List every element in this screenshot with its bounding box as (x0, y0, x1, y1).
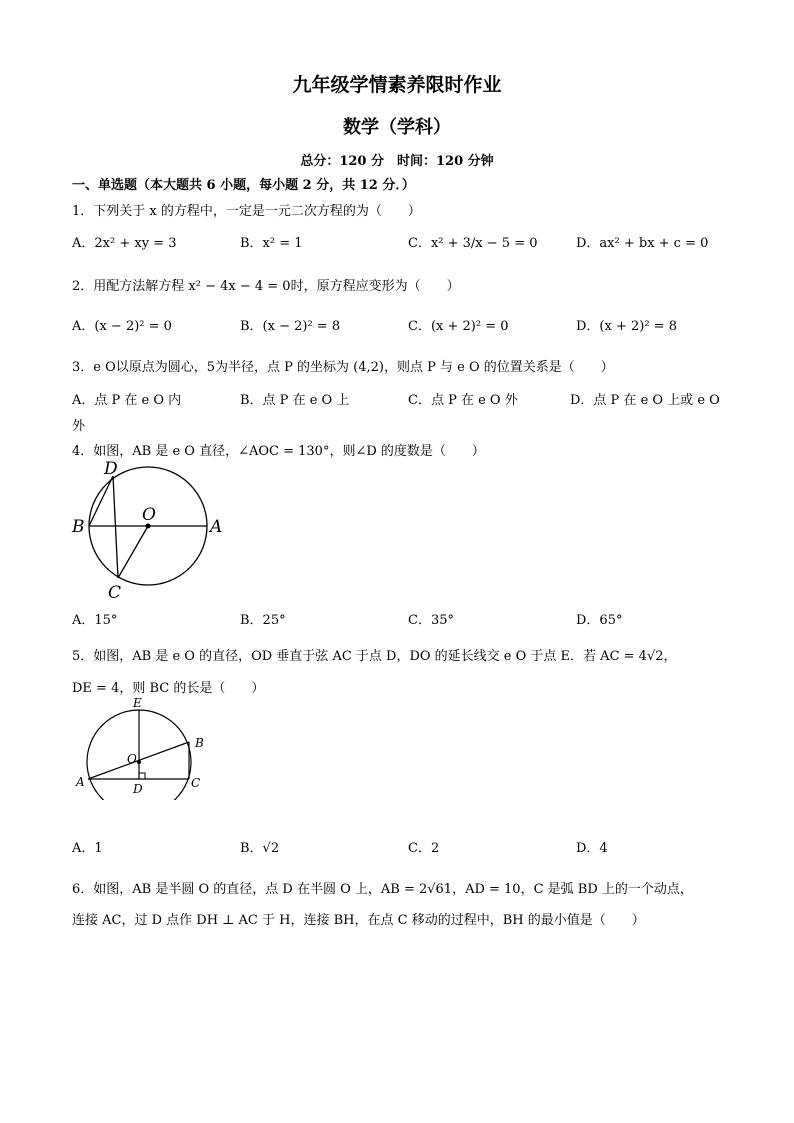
q5-label-c: C (191, 776, 201, 790)
q1-option-d: D．ax² + bx + c = 0 (576, 236, 709, 251)
question-4-stem: 4．如图，AB 是 e O 直径，∠AOC = 130°，则∠D 的度数是（ ） (72, 444, 485, 459)
q5-right-angle-mark (139, 773, 145, 779)
document-subtitle: 数学（学科） (343, 117, 451, 138)
q3-option-b: B．点 P 在 e O 上 (240, 393, 350, 408)
q5-option-c: C．2 (408, 841, 440, 856)
q5-option-b: B．√2 (240, 841, 280, 856)
q5-option-a: A．1 (72, 841, 103, 856)
q5-label-o: O (127, 752, 137, 766)
q3-option-c: C．点 P 在 e O 外 (408, 393, 518, 408)
q5-label-b: B (195, 736, 204, 750)
q4-radius-oc (118, 526, 148, 578)
question-3-stem: 3．e O以原点为圆心，5为半径，点 P 的坐标为 (4,2)，则点 P 与 e O 的位置关系是（ ） (72, 360, 614, 375)
score-time-info: 总分：120 分 时间：120 分钟 (300, 154, 494, 169)
q5-option-d: D．4 (576, 841, 608, 856)
q2-option-b: B．(x − 2)² = 8 (240, 319, 341, 334)
q4-option-a: A．15° (72, 613, 118, 628)
q5-label-a: A (76, 775, 85, 789)
q3-option-d-wrap: 外 (72, 419, 86, 434)
question-2-stem: 2．用配方法解方程 x² − 4x − 4 = 0时，原方程应变形为（ ） (72, 279, 460, 294)
q1-option-a: A．2x² + xy = 3 (72, 236, 177, 251)
q5-label-e: E (133, 696, 142, 710)
q4-label-b: B (72, 517, 85, 537)
q4-option-d: D．65° (576, 613, 623, 628)
q5-label-d: D (133, 782, 143, 796)
q5-center-dot (137, 760, 141, 764)
q4-option-c: C．35° (408, 613, 454, 628)
q4-circle-figure (68, 460, 228, 605)
q4-option-b: B．25° (240, 613, 286, 628)
q4-chord-bd (89, 476, 113, 526)
q4-label-c: C (108, 583, 122, 603)
q2-option-a: A．(x − 2)² = 0 (72, 319, 172, 334)
question-6-stem-cont: 连接 AC，过 D 点作 DH ⊥ AC 于 H，连接 BH，在点 C 移动的过程中，BH 的最小值是（ ） (72, 913, 645, 928)
q1-option-b: B．x² = 1 (240, 236, 303, 251)
q4-label-d: D (104, 460, 118, 479)
q4-chord-dc (113, 476, 118, 578)
question-6-stem: 6．如图，AB 是半圆 O 的直径，点 D 在半圆 O 上，AB = 2√61，AD = 10，C 是弧 BD 上的一个动点， (72, 882, 693, 897)
section-heading: 一、单选题（本大题共 6 小题，每小题 2 分，共 12 分．） (72, 178, 415, 193)
q2-option-d: D．(x + 2)² = 8 (576, 319, 677, 334)
q1-option-c: C．x² + 3/x − 5 = 0 (408, 236, 538, 251)
q3-option-a: A．点 P 在 e O 内 (72, 393, 182, 408)
question-1-stem: 1．下列关于 x 的方程中，一定是一元二次方程的为（ ） (72, 204, 421, 219)
q2-option-c: C．(x + 2)² = 0 (408, 319, 509, 334)
question-5-stem-cont: DE = 4，则 BC 的长是（ ） (72, 681, 265, 696)
document-title: 九年级学情素养限时作业 (292, 74, 502, 96)
q5-circle-figure (70, 695, 210, 800)
question-5-stem: 5．如图，AB 是 e O 的直径，OD 垂直于弦 AC 于点 D，DO 的延长线交 e O 于点 E．若 AC = 4√2， (72, 649, 677, 664)
q4-label-a: A (210, 517, 223, 537)
q3-option-d: D．点 P 在 e O 上或 e O (570, 393, 720, 408)
q4-label-o: O (142, 505, 156, 525)
